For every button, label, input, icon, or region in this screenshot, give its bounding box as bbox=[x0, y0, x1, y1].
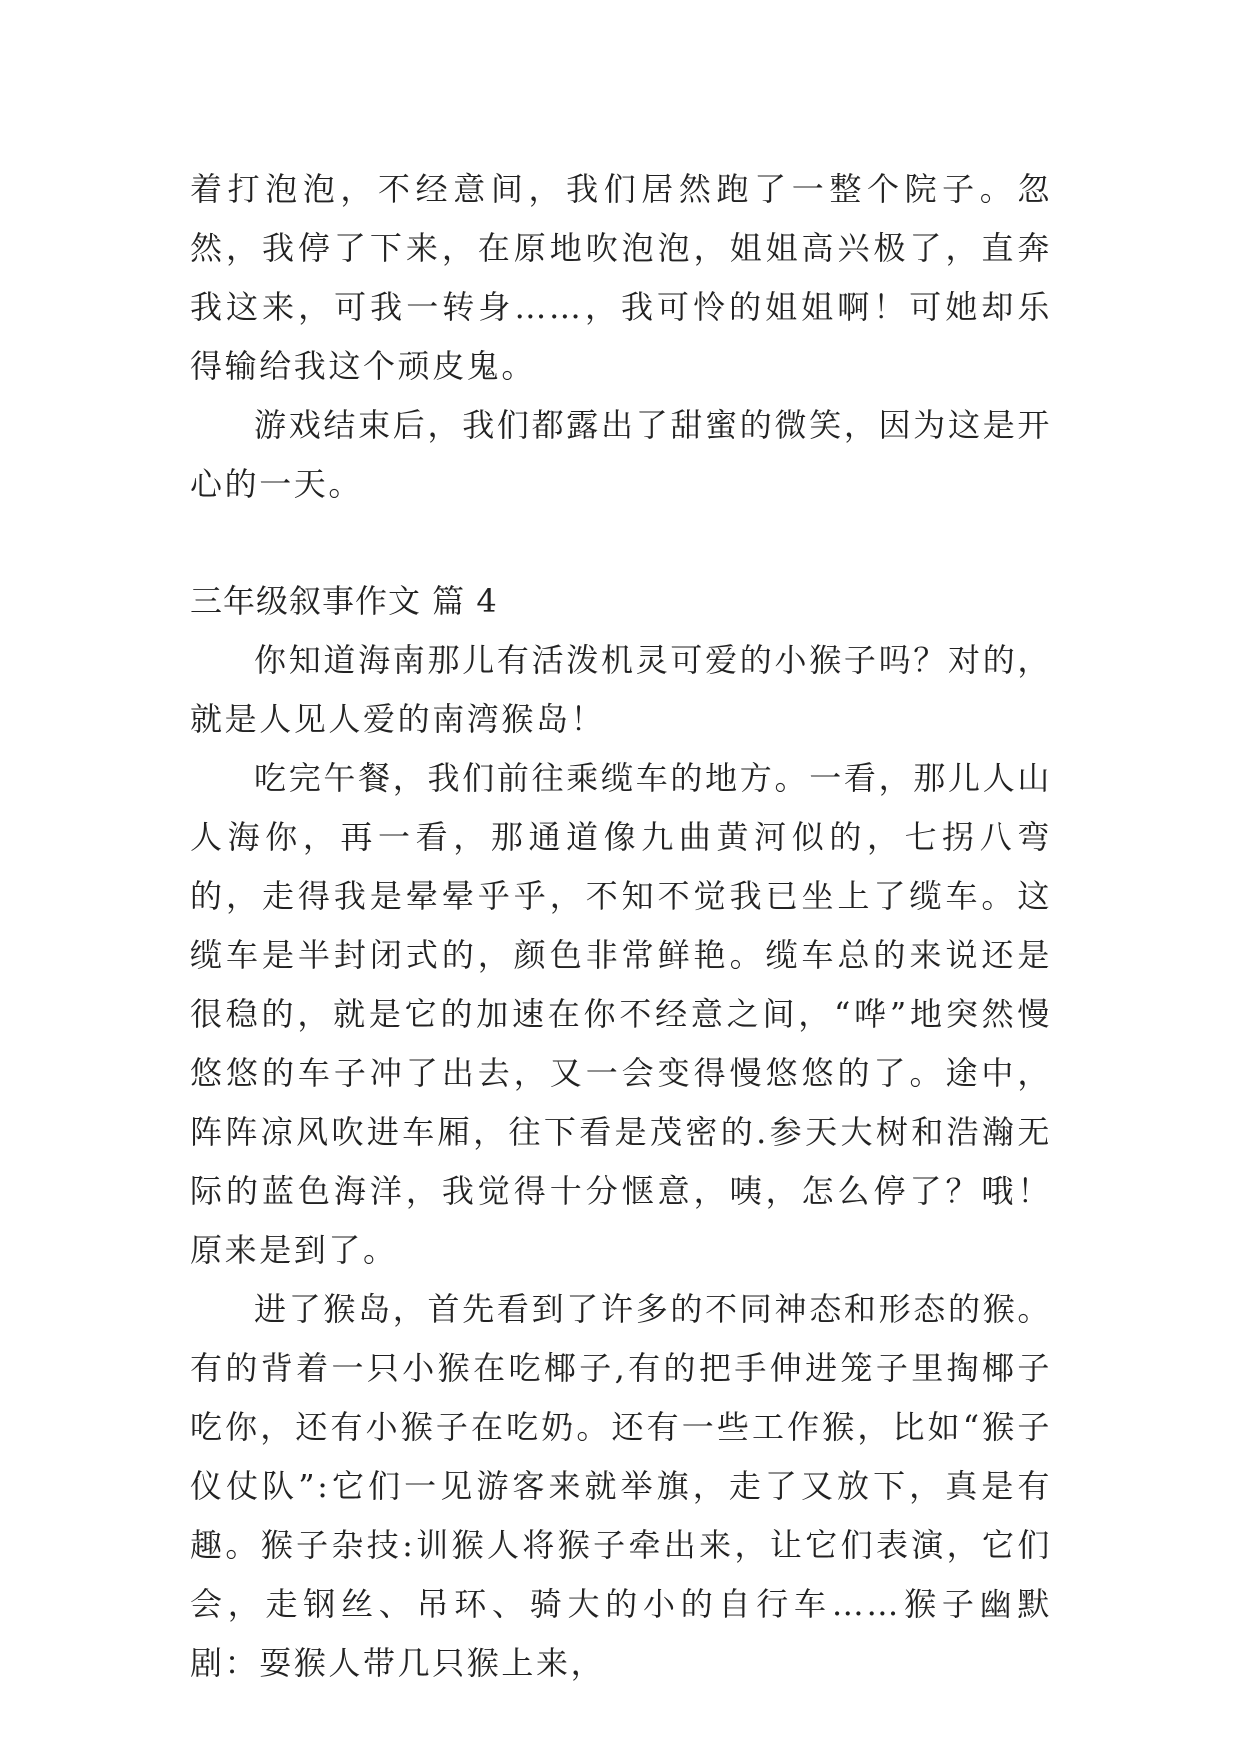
paragraph-intro: 你知道海南那儿有活泼机灵可爱的小猴子吗？对的，就是人见人爱的南湾猴岛！ bbox=[190, 641, 1052, 738]
paragraph-monkey-island: 进了猴岛，首先看到了许多的不同神态和形态的猴。有的背着一只小猴在吃椰子,有的把手伸进笼子里掏椰子吃你，还有小猴子在吃奶。还有一些工作猴，比如“猴子仪仗队”:它们一见游客来就举旗，走了又放下，真是有趣。猴子杂技:训猴人将猴子牵出来，让它们表演，它们会，走钢丝、吊环、骑大的小的自行车……猴子幽默剧：耍猴人带几只猴上来， bbox=[190, 1290, 1052, 1682]
document-page bbox=[190, 160, 1052, 1693]
paragraph-continuation: 着打泡泡，不经意间，我们居然跑了一整个院子。忽然，我停了下来，在原地吹泡泡，姐姐高兴极了，直奔我这来，可我一转身……，我可怜的姐姐啊！可她却乐得输给我这个顽皮鬼。 bbox=[190, 170, 1052, 385]
paragraph-cable-car: 吃完午餐，我们前往乘缆车的地方。一看，那儿人山人海你，再一看，那通道像九曲黄河似的，七拐八弯的，走得我是晕晕乎乎，不知不觉我已坐上了缆车。这缆车是半封闭式的，颜色非常鲜艳。缆车总的来说还是很稳的，就是它的加速在你不经意之间，“哗”地突然慢悠悠的车子冲了出去，又一会变得慢悠悠的了。途中，阵阵凉风吹进车厢，往下看是茂密的.参天大树和浩瀚无际的蓝色海洋，我觉得十分惬意，咦，怎么停了？哦！原来是到了。 bbox=[190, 759, 1052, 1269]
section-heading: 三年级叙事作文 篇 4 bbox=[190, 582, 498, 620]
paragraph-game-end: 游戏结束后，我们都露出了甜蜜的微笑，因为这是开心的一天。 bbox=[190, 406, 1052, 503]
